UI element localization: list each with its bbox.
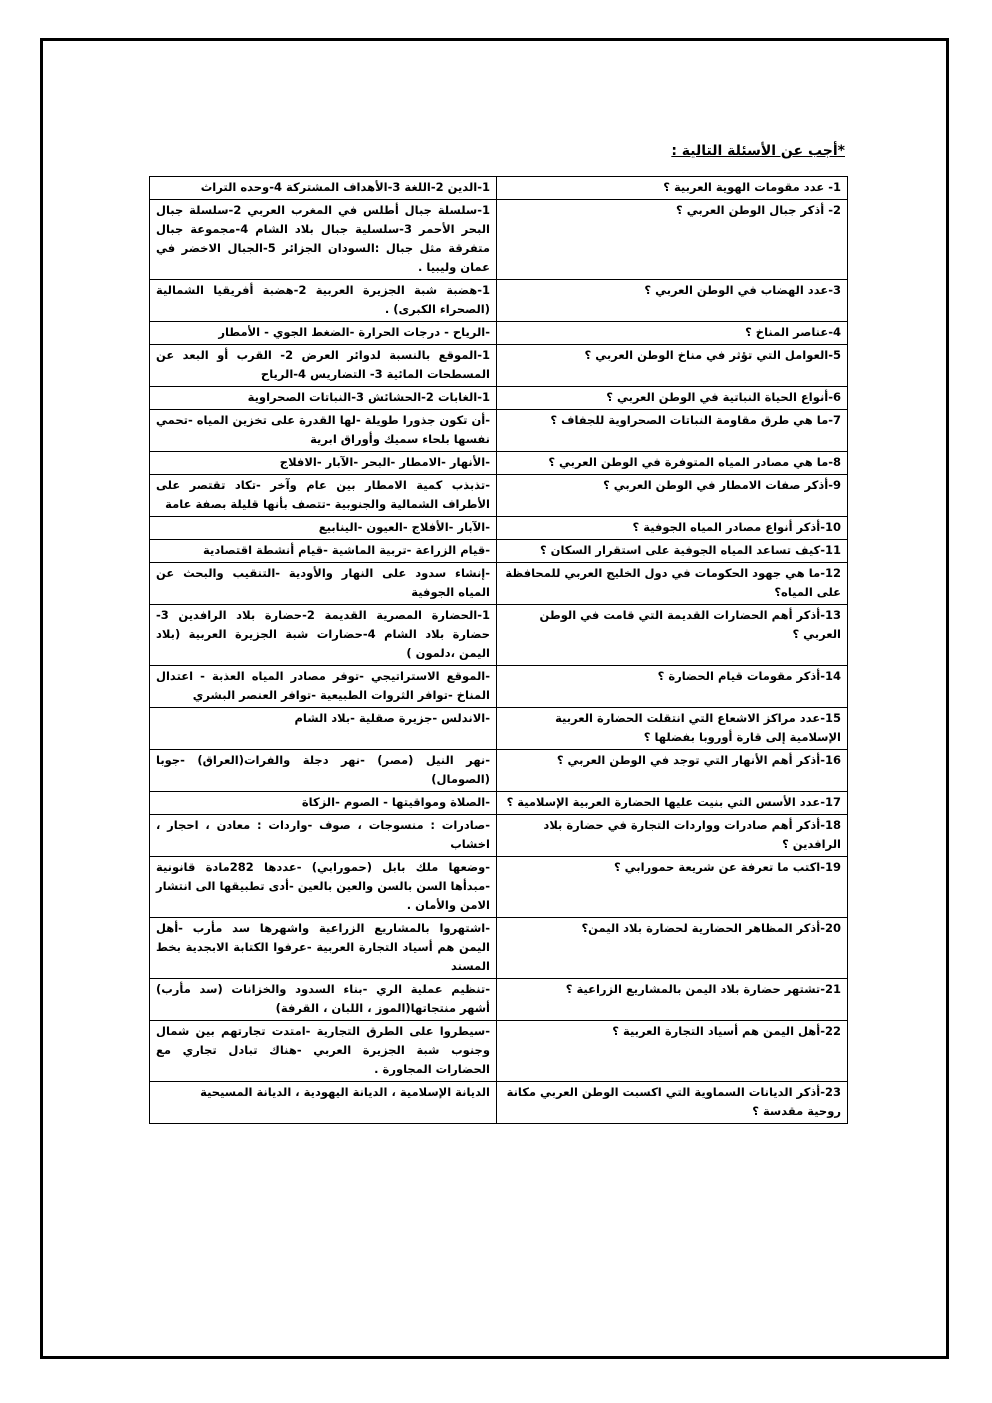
answer-cell: -الصلاة ومواقيتها - الصوم -الزكاة [150, 792, 497, 815]
question-cell: 14-أذكر مقومات قيام الحضارة ؟ [497, 666, 848, 708]
table-row [150, 280, 848, 322]
table-row [150, 857, 848, 918]
question-cell: 20-أذكر المظاهر الحضارية لحضارة بلاد اليمن؟ [497, 918, 848, 979]
answer-cell: -الأنهار -الامطار -البحر -الآبار -الافلاج [150, 452, 497, 475]
question-cell: 16-أذكر أهم الأنهار التي توجد في الوطن العربي ؟ [497, 750, 848, 792]
table-row [150, 200, 848, 280]
question-cell: 13-أذكر أهم الحضارات القديمة التي قامت في الوطن العربي ؟ [497, 605, 848, 666]
answer-cell: -الاندلس -جزيرة صقلية -بلاد الشام [150, 708, 497, 750]
answer-cell: 1-الدين 2-اللغة 3-الأهداف المشتركة 4-وحده التراث [150, 177, 497, 200]
answer-cell: -أن تكون جذورا طويلة -لها القدرة على تخزين المياه -تحمي نفسها بلحاء سميك وأوراق ابرية [150, 410, 497, 452]
question-cell: 1- عدد مقومات الهوية العربية ؟ [497, 177, 848, 200]
table-row [150, 475, 848, 517]
answer-cell: -إنشاء سدود على النهار والأودية -التنقيب والبحث عن المياه الجوفية [150, 563, 497, 605]
question-cell: 17-عدد الأسس التي بنيت عليها الحضارة العربية الإسلامية ؟ [497, 792, 848, 815]
table-row [150, 666, 848, 708]
answer-cell: -سيطروا على الطرق التجارية -امتدت تجارتهم بين شمال وجنوب شبة الجزيرة العربي -هناك تبادل تجاري مع الحضارات المجاورة . [150, 1021, 497, 1082]
table-row [150, 1082, 848, 1124]
table-row [150, 750, 848, 792]
question-cell: 10-أذكر أنواع مصادر المياه الجوفية ؟ [497, 517, 848, 540]
table-row [150, 792, 848, 815]
table-row [150, 1021, 848, 1082]
table-row [150, 708, 848, 750]
table-row [150, 605, 848, 666]
answer-cell: -الآبار -الأفلاج -العيون -الينابيع [150, 517, 497, 540]
answer-cell: 1-هضبة شبة الجزيرة العربية 2-هضبة أفريقيا الشمالية (الصحراء الكبرى) . [150, 280, 497, 322]
answer-cell: -اشتهروا بالمشاريع الزراعية واشهرها سد مأرب -أهل اليمن هم أسياد التجارة العربية -عرفوا الكتابة الابجدية بخط المسند [150, 918, 497, 979]
question-cell: 8-ما هي مصادر المياه المتوفرة في الوطن العربي ؟ [497, 452, 848, 475]
question-cell: 4-عناصر المناخ ؟ [497, 322, 848, 345]
table-row [150, 979, 848, 1021]
table-row [150, 918, 848, 979]
answer-cell: الديانة الإسلامية ، الديانة اليهودية ، الديانة المسيحية [150, 1082, 497, 1124]
question-cell: 11-كيف تساعد المياه الجوفية على استقرار السكان ؟ [497, 540, 848, 563]
question-cell: 21-تشتهر حضارة بلاد اليمن بالمشاريع الزراعية ؟ [497, 979, 848, 1021]
question-cell: 19-اكتب ما تعرفة عن شريعة حمورابي ؟ [497, 857, 848, 918]
answer-cell: -نهر النيل (مصر) -نهر دجلة والفرات(العراق) -جوبا (الصومال) [150, 750, 497, 792]
answer-cell: -تذبذب كمية الامطار بين عام وآخر -تكاد تقتصر على الأطراف الشمالية والجنوبية -تتصف بأنها قليلة بصفة عامة [150, 475, 497, 517]
question-cell: 3-عدد الهضاب في الوطن العربي ؟ [497, 280, 848, 322]
table-row [150, 322, 848, 345]
question-cell: 6-أنواع الحياة النباتية في الوطن العربي ؟ [497, 387, 848, 410]
table-row [150, 345, 848, 387]
question-cell: 9-أذكر صفات الامطار في الوطن العربي ؟ [497, 475, 848, 517]
answer-cell: 1-الموقع بالنسبة لدوائر العرض 2- القرب أو البعد عن المسطحات المائية 3- التضاريس 4-الرياح [150, 345, 497, 387]
question-cell: 18-أذكر أهم صادرات وواردات التجارة في حضارة بلاد الرافدين ؟ [497, 815, 848, 857]
table-row [150, 517, 848, 540]
answer-cell: 1-سلسلة جبال أطلس في المغرب العربي 2-سلسلة جبال البحر الأحمر 3-سلسلية جبال بلاد الشام 4-مجموعة جبال متفرقة مثل جبال :السودان الجزائر 5-الجبال الاخضر في عمان وليبيا . [150, 200, 497, 280]
answer-cell: -صادرات : منسوجات ، صوف -واردات : معادن ، احجار ، اخشاب [150, 815, 497, 857]
answer-cell: 1-الغابات 2-الحشائش 3-النباتات الصحراوية [150, 387, 497, 410]
question-cell: 15-عدد مراكز الاشعاع التي انتقلت الحضارة العربية الإسلامية إلى قارة أوروبا بفضلها ؟ [497, 708, 848, 750]
question-cell: 2- أذكر جبال الوطن العربي ؟ [497, 200, 848, 280]
table-row [150, 540, 848, 563]
answer-cell: -وضعها ملك بابل (حمورابي) -عددها 282مادة قانونية -مبدأها السن بالسن والعين بالعين -أدى تطبيقها الى انتشار الامن والأمان . [150, 857, 497, 918]
table-row [150, 410, 848, 452]
question-cell: 12-ما هي جهود الحكومات في دول الخليج العربي للمحافظة على المياه؟ [497, 563, 848, 605]
question-cell: 22-أهل اليمن هم أسياد التجارة العربية ؟ [497, 1021, 848, 1082]
table-row [150, 452, 848, 475]
answer-cell: -الرياح - درجات الحرارة -الضغط الجوي - الأمطار [150, 322, 497, 345]
answer-cell: 1-الحضارة المصرية القديمة 2-حضارة بلاد الرافدين 3-حضارة بلاد الشام 4-حضارات شبة الجزيرة العربية (بلاد اليمن ،دلمون ) [150, 605, 497, 666]
page-heading: *أجب عن الأسئلة التالية : [671, 143, 845, 159]
table-row [150, 563, 848, 605]
question-cell: 5-العوامل التي تؤثر في مناخ الوطن العربي ؟ [497, 345, 848, 387]
answer-cell: -تنظيم عملية الري -بناء السدود والخزانات (سد مأرب) أشهر منتجاتها(الموز ، اللبان ، القرفة) [150, 979, 497, 1021]
question-cell: 7-ما هي طرق مقاومة النباتات الصحراوية للجفاف ؟ [497, 410, 848, 452]
table-row [150, 815, 848, 857]
table-row [150, 177, 848, 200]
questions-table [149, 176, 848, 1124]
answer-cell: -قيام الزراعة -تربية الماشية -قيام أنشطة اقتصادية [150, 540, 497, 563]
answer-cell: -الموقع الاستراتيجي -توفر مصادر المياه العذبة - اعتدال المناخ -توافر الثروات الطبيعية -توافر العنصر البشري [150, 666, 497, 708]
table-row [150, 387, 848, 410]
question-cell: 23-أذكر الديانات السماوية التي اكسبت الوطن العربي مكانة روحية مقدسة ؟ [497, 1082, 848, 1124]
